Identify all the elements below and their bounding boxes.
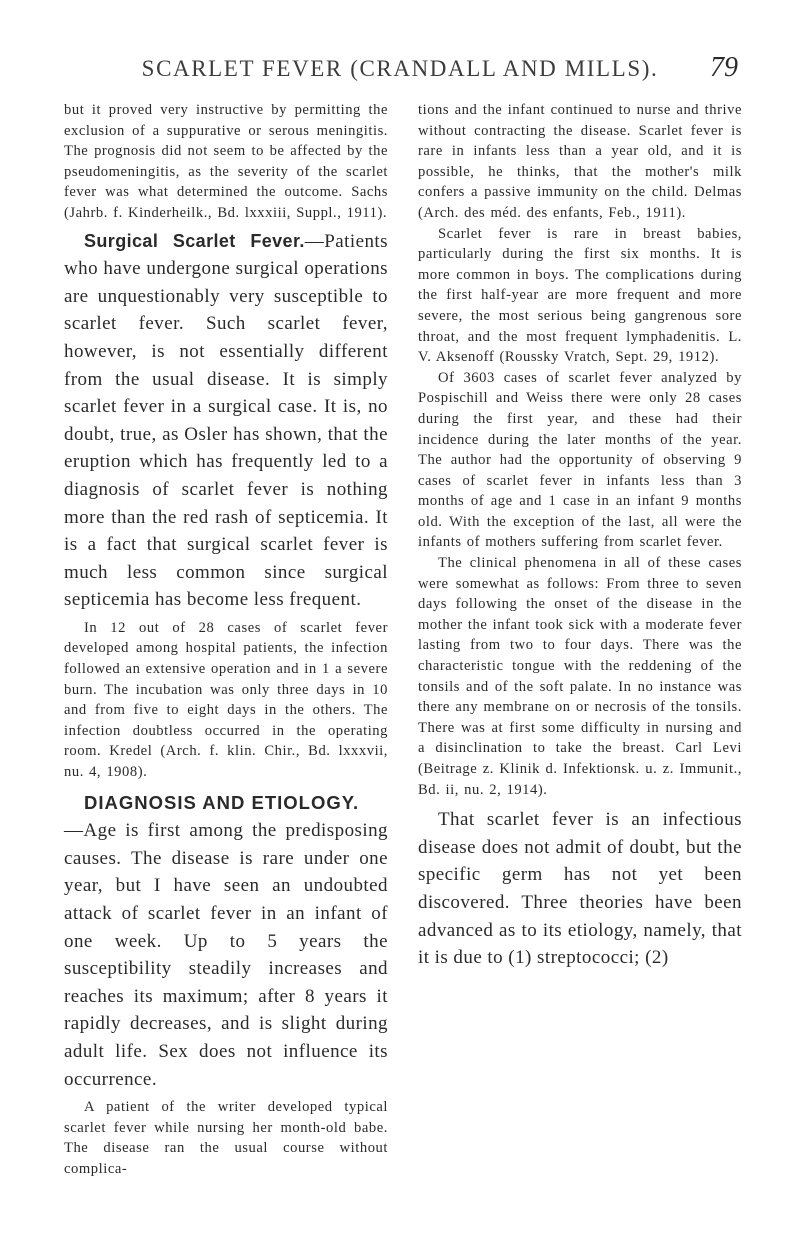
paragraph-kredel-cases: In 12 out of 28 cases of scarlet fever developed among hospital patients, the infection followed an extensive operation and in 1 a severe burn. The incubation was only three days in 10 and from five to eight days in the others. The infection doubtless occurred in the operating room. Kredel (Arch. f. klin. Chir., Bd. lxxxvii, nu. 4, 1908). — [64, 619, 388, 781]
running-title: SCARLET FEVER (CRANDALL AND MILLS). — [141, 56, 659, 81]
page-number: 79 — [710, 52, 738, 83]
paragraph-meningitis-case: but it proved very instructive by permitting the exclusion of a suppurative or serous meningitis. The prognosis did not seem to be affected by the pseudomeningitis, as the severity of the scarlet fever was what determined the outcome. Sachs (Jahrb. f. Kinderheilk., Bd. lxxxiii, Suppl., 1911). — [64, 102, 388, 221]
paragraph-clinical-phenomena: The clinical phenomena in all of these cases were somewhat as follows: From three to seven days following the onset of the disease in the mother the infant took sick with a moderate fever lasting from two to four days. There was the characteristic tongue with the reddening of the tonsils and of the soft palate. In no instance was there any membrane on or necrosis of the tonsils. There was at first some difficulty in nursing and a disinclination to take the breast. Carl Levi (Beitrage z. Klinik d. Infektionsk. u. z. Immunit., Bd. ii, nu. 2, 1914). — [418, 555, 742, 798]
right-column — [418, 100, 742, 972]
section-diagnosis-etiology — [64, 789, 388, 1094]
running-head — [0, 52, 800, 92]
paragraph-writer-patient: A patient of the writer developed typical scarlet fever while nursing her month-old babe. The disease ran the usual course without complica- — [64, 1099, 388, 1177]
paragraph-delmas: tions and the infant continued to nurse and thrive without contracting the disease. Scarlet fever is rare in infants less than a year old, and it is possible, he thinks, that the mother's milk confers a passive immunity on the child. Delmas (Arch. des méd. des enfants, Feb., 1911). — [418, 102, 742, 221]
section-heading-diagnosis: DIAGNOSIS AND ETIOLOGY. — [84, 791, 360, 813]
section-surgical-scarlet-fever — [64, 228, 388, 614]
paragraph-pospischill: Of 3603 cases of scarlet fever analyzed by Pospischill and Weiss there were only 28 cases during the first year, and these had their incidence during the later months of the year. The author had the opportunity of observing 9 cases of scarlet fever in infants less than 3 months of age and 1 case in an infant 9 months old. With the exception of the last, all were the infants of mothers suffering from scarlet fever. — [418, 369, 742, 551]
section-heading-surgical: Surgical Scarlet Fever. — [84, 230, 305, 251]
surgical-body: —Patients who have undergone surgical operations are unquestionably very susceptible to scarlet fever. Such scarlet fever, however, is not essentially different from the usual disease. It is simply scarlet fever in a surgical case. It is, no doubt, true, as Osler has shown, that the eruption which has frequently led to a diagnosis of scarlet fever is nothing more than the red rash of septicemia. It is a fact that surgical scarlet fever is much less common since surgical septicemia has become less frequent. — [64, 230, 388, 611]
left-column — [64, 100, 388, 1180]
paragraph-etiology-theories: That scarlet fever is an infectious disease does not admit of doubt, but the specific germ has not yet been discovered. Three theories have been advanced as to its etiology, namely, that it is due to (1) streptococci; (2) — [418, 809, 742, 969]
paragraph-aksenoff: Scarlet fever is rare in breast babies, particularly during the first six months. It is more common in boys. The complications during the first half-year are more frequent and more severe, the most serious being gangrenous sore throat, and the most frequent lymphadenitis. L. V. Aksenoff (Roussky Vratch, Sept. 29, 1912). — [418, 225, 742, 366]
diagnosis-body: —Age is first among the predisposing causes. The disease is rare under one year, but I have seen an undoubted attack of scarlet fever in an infant of one week. Up to 5 years the susceptibility steadily increases and reaches its maximum; after 8 years it rapidly decreases, and is slight during adult life. Sex does not influence its occurrence. — [64, 820, 388, 1090]
